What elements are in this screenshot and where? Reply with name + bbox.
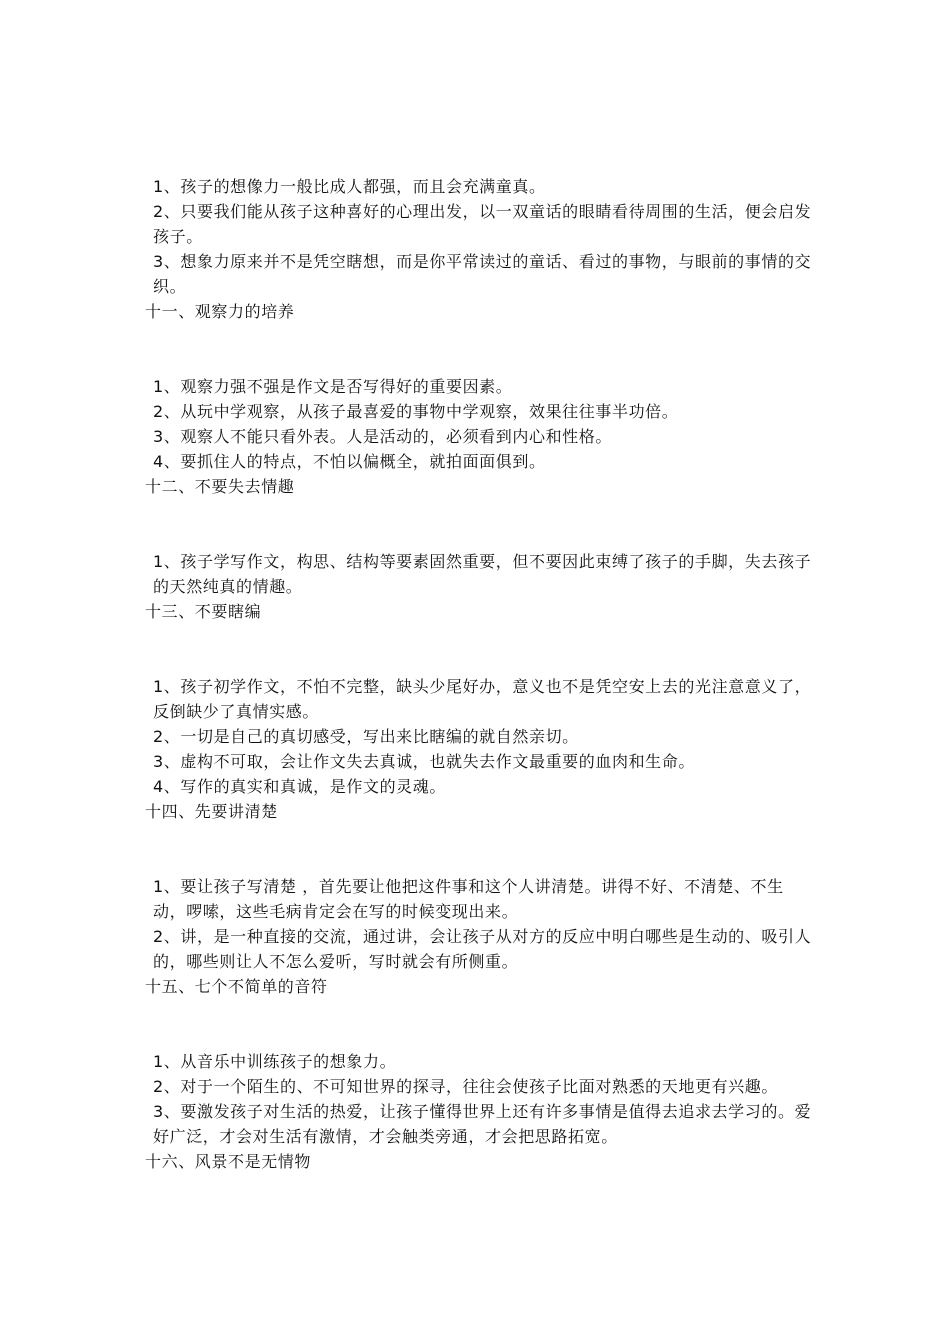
list-item: 3、观察人不能只看外表。人是活动的，必须看到内心和性格。 [153, 427, 612, 446]
section-spacer [145, 999, 815, 1049]
list-item: 1、从音乐中训练孩子的想象力。 [153, 1052, 397, 1071]
section-heading: 十六、风景不是无情物 [145, 1152, 312, 1171]
section-spacer [145, 499, 815, 549]
list-item: 4、要抓住人的特点，不怕以偏概全，就拍面面俱到。 [153, 452, 546, 471]
list-item: 2、对于一个陌生的、不可知世界的探寻，往往会使孩子比面对熟悉的天地更有兴趣。 [153, 1077, 778, 1096]
section-heading: 十一、观察力的培养 [145, 302, 295, 321]
list-item: 2、讲，是一种直接的交流，通过讲，会让孩子从对方的反应中明白哪些是生动的、吸引人的，哪些则让人不怎么爱听，写时就会有所侧重。 [153, 927, 812, 971]
section-heading: 十三、不要瞎编 [145, 602, 262, 621]
list-item: 3、要激发孩子对生活的热爱，让孩子懂得世界上还有许多事情是值得去追求去学习的。爱好广泛，才会对生活有激情，才会触类旁通，才会把思路拓宽。 [153, 1102, 812, 1146]
list-item: 1、要让孩子写清楚 ，首先要让他把这件事和这个人讲清楚。讲得不好、不清楚、不生动，啰嗦，这些毛病肯定会在写的时候变现出来。 [153, 877, 784, 921]
list-item: 2、只要我们能从孩子这种喜好的心理出发，以一双童话的眼睛看待周围的生活，便会启发孩子。 [153, 202, 812, 246]
document-body [145, 174, 815, 1174]
list-item: 2、一切是自己的真切感受，写出来比瞎编的就自然亲切。 [153, 727, 579, 746]
section-heading: 十二、不要失去情趣 [145, 477, 295, 496]
list-item: 3、想象力原来并不是凭空瞎想，而是你平常读过的童话、看过的事物，与眼前的事情的交织。 [153, 252, 812, 296]
list-item: 1、孩子的想像力一般比成人都强，而且会充满童真。 [153, 177, 546, 196]
list-item: 4、写作的真实和真诚，是作文的灵魂。 [153, 777, 446, 796]
list-item: 2、从玩中学观察，从孩子最喜爱的事物中学观察，效果往往事半功倍。 [153, 402, 679, 421]
section-heading: 十四、先要讲清楚 [145, 802, 278, 821]
section-heading: 十五、七个不简单的音符 [145, 977, 328, 996]
list-item: 3、虚构不可取，会让作文失去真诚，也就失去作文最重要的血肉和生命。 [153, 752, 695, 771]
section-spacer [145, 624, 815, 674]
list-item: 1、观察力强不强是作文是否写得好的重要因素。 [153, 377, 513, 396]
list-item: 1、孩子学写作文，构思、结构等要素固然重要，但不要因此束缚了孩子的手脚，失去孩子的天然纯真的情趣。 [153, 552, 812, 596]
section-spacer [145, 324, 815, 374]
list-item: 1、孩子初学作文，不怕不完整，缺头少尾好办，意义也不是凭空安上去的光注意意义了，反倒缺少了真情实感。 [153, 677, 812, 721]
section-spacer [145, 824, 815, 874]
